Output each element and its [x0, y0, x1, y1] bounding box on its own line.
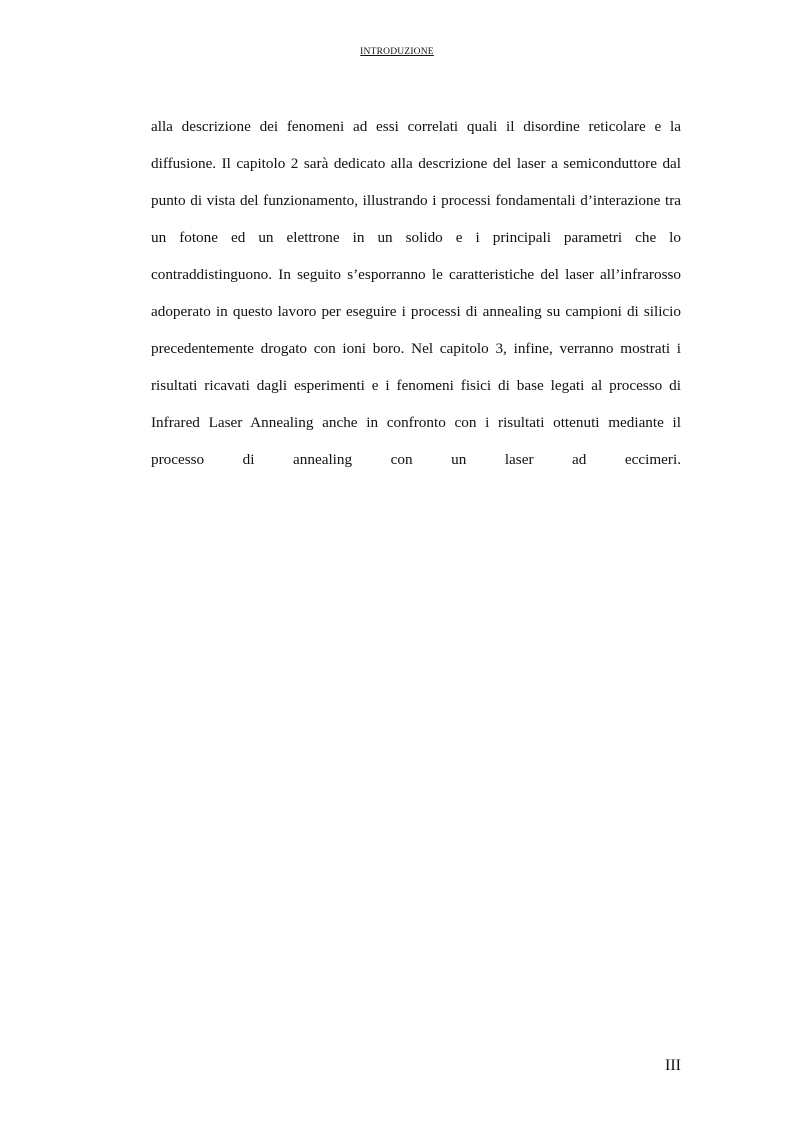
running-header: INTRODUZIONE — [360, 47, 434, 57]
page-number: III — [665, 1057, 681, 1074]
body-paragraph: alla descrizione dei fenomeni ad essi correlati quali il disordine reticolare e la diffusione. Il capitolo 2 sarà dedicato alla descrizione del laser a semiconduttore dal punto di vista del funzionamento, illustrando i processi fondamentali d’interazione tra un fotone ed un elettrone in un solido e i principali parametri che lo contraddistinguono. In seguito s’esporranno le caratteristiche del laser all’infrarosso adoperato in questo lavoro per eseguire i processi di annealing su campioni di silicio precedentemente drogato con ioni boro. Nel capitolo 3, infine, verranno mostrati i risultati ricavati dagli esperimenti e i fenomeni fisici di base legati al processo di Infrared Laser Annealing anche in confronto con i risultati ottenuti mediante il processo di annealing con un laser ad eccimeri. — [151, 118, 681, 468]
